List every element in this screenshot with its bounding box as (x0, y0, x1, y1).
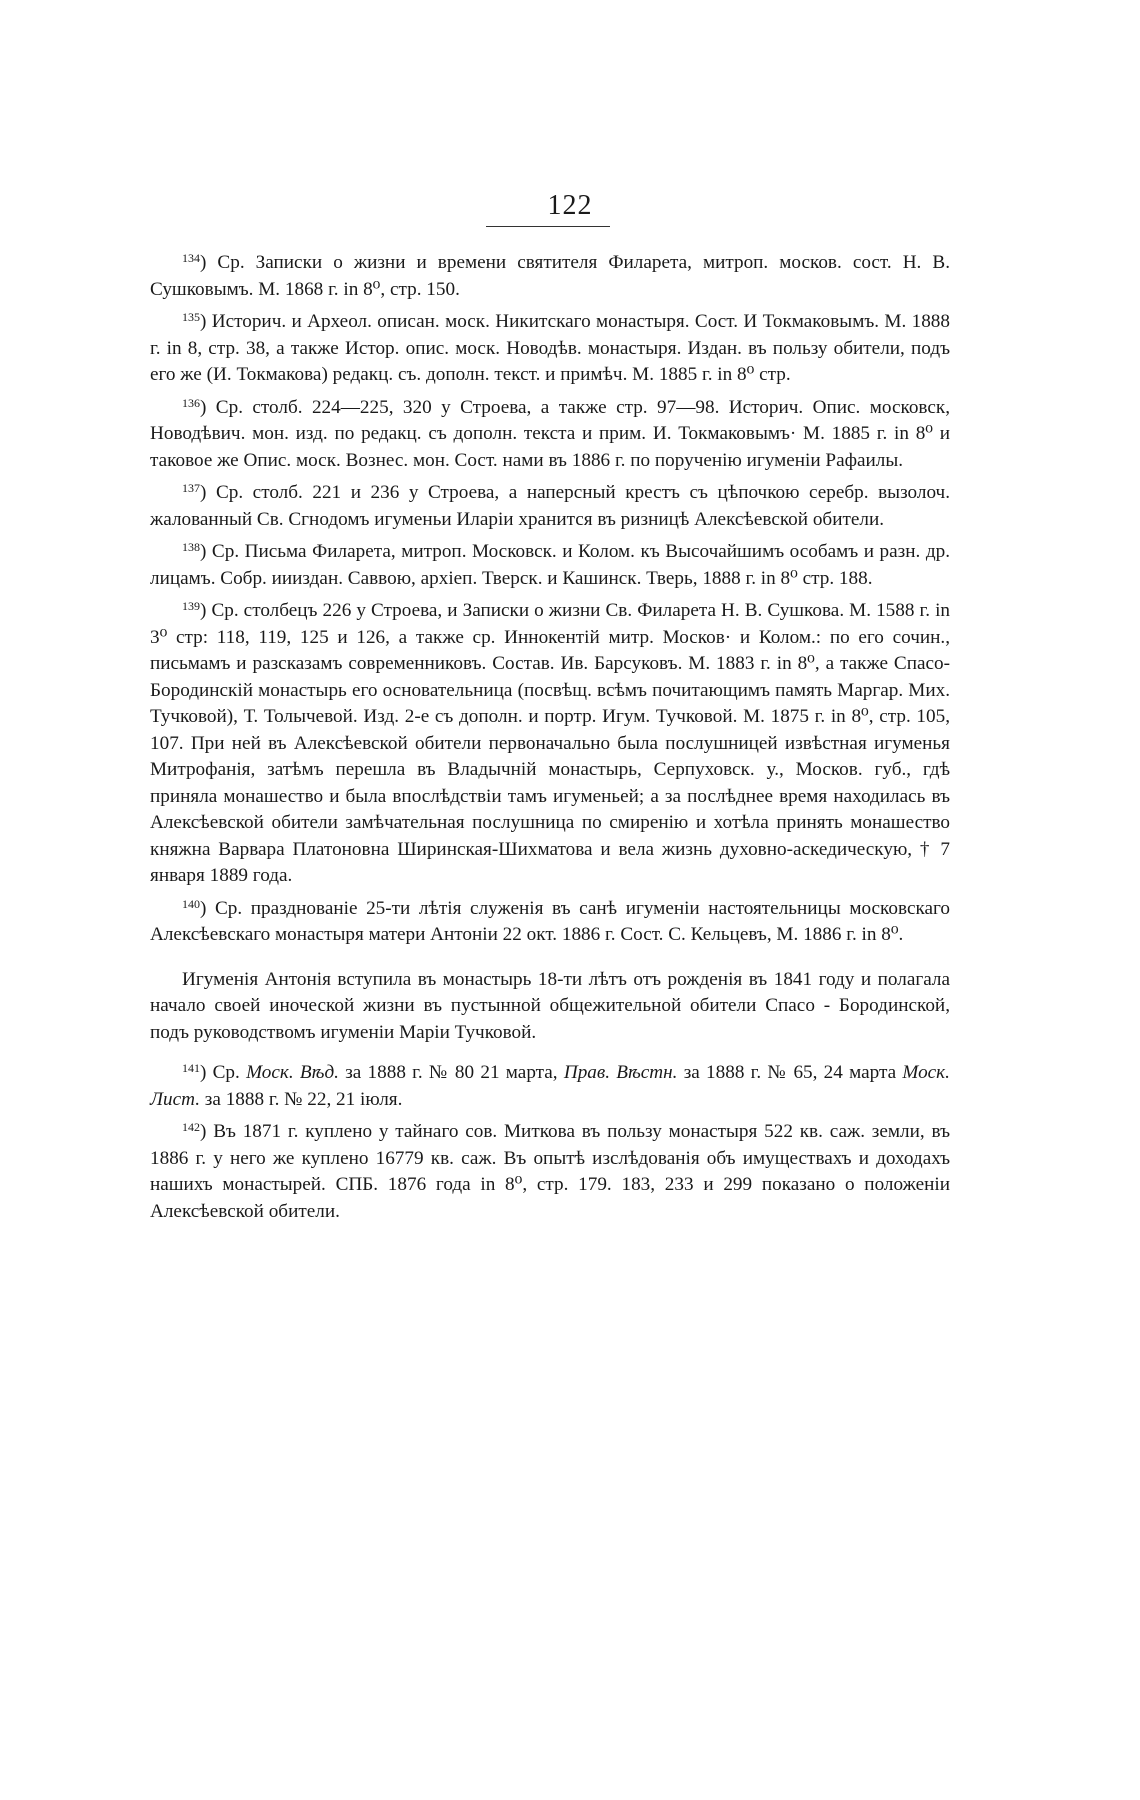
footnote-number: 141 (182, 1061, 200, 1075)
footnote-text: ) Ср. столб. 221 и 236 у Строева, а наперсный крестъ съ цѣпочкою серебр. вызолоч. жалованный Св. Сгнодомъ игуменьи Иларіи хранится въ ризницѣ Алексѣевской обители. (150, 482, 950, 530)
journal-title: Моск. Лист. (150, 1062, 950, 1110)
footnote-number: 136 (182, 395, 200, 410)
footnote-text: ) Ср. столбецъ 226 у Строева, и Записки о жизни Св. Филарета Н. В. Сушкова. М. 1588 г. in 3⁰ стр: 118, 119, 125 и 126, а также ср. Иннокентій митр. Москов· и Колом.: по его сочин., письмамъ и разсказамъ современниковъ. Состав. Ив. Барсуковъ. М. 1883 г. in 8⁰, а также Спасо-Бородинскій монастырь его основательница (посвѣщ. всѣмъ почитающимъ память Маргар. Мих. Тучковой), Т. Толычевой. Изд. 2-е съ дополн. и портр. Игум. Тучковой. М. 1875 г. in 8⁰, стр. 105, 107. При ней въ Алексѣевской обители первоначально была послушницей извѣстная игуменья Митрофанія, затѣмъ перешла въ Владычній монастырь, Серпуховск. у., Москов. губ., гдѣ приняла монашество и была впослѣдствіи тамъ игуменьей; а за послѣднее время находилась въ Алексѣевской обители замѣчательная послушница по смиренію и хотѣла принять монашество княжна Варвара Платоновна Ширинская-Шихматова и вела жизнь духовно-аскедическую, † 7 января 1889 года. (150, 600, 950, 886)
footnote-number: 134 (182, 251, 200, 265)
footnote-number: 135 (182, 310, 200, 324)
page-number: 122 (547, 190, 593, 221)
footnotes-second (150, 1060, 950, 1225)
footnotes-first (150, 250, 950, 949)
footnote-text: ) Ср. празднованіе 25-ти лѣтія служенія въ санѣ игуменіи настоятельницы московскаго Алексѣевскаго монастыря матери Антоніи 22 окт. 1886 г. Сост. С. Кельцевъ, М. 1886 г. in 8⁰. (150, 897, 950, 945)
header-rule (486, 226, 610, 227)
body-paragraph: Игуменія Антонія вступила въ монастырь 18-ти лѣтъ отъ рожденія въ 1841 году и полагала начало своей иноческой жизни въ пустынной общежительной обители Спасо - Бородинской, подъ руководствомъ игуменіи Маріи Тучковой. (150, 968, 950, 1043)
footnote-137 (150, 480, 950, 533)
footnote-text: ) Ср. (200, 1062, 247, 1083)
footnote-text: за 1888 г. № 65, 24 марта (677, 1062, 903, 1083)
footnote-text: ) Ср. Записки о жизни и времени святителя Филарета, митроп. москов. сост. Н. В. Сушковымъ. М. 1868 г. in 8⁰, стр. 150. (150, 252, 950, 300)
journal-title: Моск. Вѣд. (246, 1062, 339, 1083)
footnote-number: 137 (182, 481, 200, 495)
footnote-text: за 1888 г. № 80 21 марта, (338, 1062, 564, 1083)
footnote-text: ) Ср. столб. 224—225, 320 у Строева, а также стр. 97—98. Историч. Опис. московск, Новодѣвич. мон. изд. по редакц. съ дополн. текста и прим. И. Токмаковымъ· М. 1885 г. in 8⁰ и таковое же Опис. моск. Вознес. мон. Сост. нами въ 1886 г. по порученію игуменіи Рафаилы. (150, 396, 950, 471)
footnote-136 (150, 395, 950, 475)
footnote-135 (150, 309, 950, 389)
footnote-141 (150, 1060, 950, 1113)
footnote-138 (150, 539, 950, 592)
footnote-140 (150, 896, 950, 949)
page-body (150, 250, 950, 1231)
footnote-text: за 1888 г. № 22, 21 іюля. (200, 1088, 403, 1110)
footnote-text: ) Историч. и Археол. описан. моск. Никитскаго монастыря. Сост. И Токмаковымъ. М. 1888 г. in 8, стр. 38, а также Истор. опис. моск. Новодѣв. монастыря. Издан. въ пользу обители, подъ его же (И. Токмакова) редакц. съ. дополн. текст. и примѣч. М. 1885 г. in 8⁰ стр. (150, 311, 950, 385)
footnote-number: 142 (182, 1120, 200, 1134)
footnote-text: ) Ср. Письма Филарета, митроп. Московск. и Колом. къ Высочайшимъ особамъ и разн. др. лицамъ. Собр. иииздан. Саввою, архіеп. Тверск. и Кашинск. Тверь, 1888 г. in 8⁰ стр. 188. (150, 541, 950, 589)
footnote-number: 139 (182, 599, 200, 613)
journal-title: Прав. Вѣстн. (563, 1062, 678, 1083)
footnote-139 (150, 598, 950, 890)
footnote-134 (150, 250, 950, 303)
footnote-number: 138 (182, 540, 200, 554)
footnote-text: ) Въ 1871 г. куплено у тайнаго сов. Миткова въ пользу монастыря 522 кв. саж. земли, въ 1886 г. у него же куплено 16779 кв. саж. Въ опытѣ изслѣдованія объ имуществахъ и доходахъ нашихъ монастырей. СПБ. 1876 года in 8⁰, стр. 179. 183, 233 и 299 показано о положеніи Алексѣевской обители. (150, 1121, 950, 1222)
footnote-number: 140 (182, 896, 200, 911)
footnote-142 (150, 1119, 950, 1225)
